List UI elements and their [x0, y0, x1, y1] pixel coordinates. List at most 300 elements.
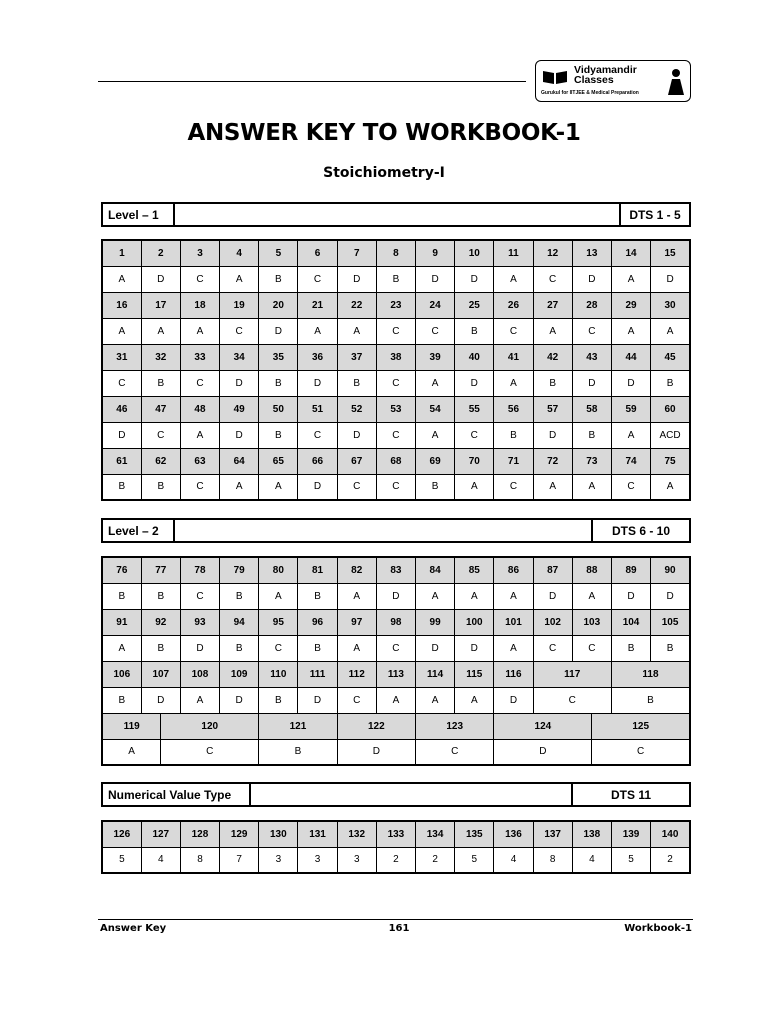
answer-row	[102, 583, 690, 609]
answer-cell: A	[494, 266, 533, 292]
answer-cell: A	[259, 474, 298, 500]
question-number-cell: 77	[141, 557, 180, 583]
question-number-cell: 111	[298, 661, 337, 687]
footer-right: Workbook-1	[624, 923, 692, 934]
answer-cell: A	[102, 266, 141, 292]
answer-cell: D	[376, 583, 415, 609]
answer-cell: B	[651, 635, 690, 661]
question-number-cell: 13	[572, 240, 611, 266]
answer-cell: 7	[220, 847, 259, 873]
question-number-cell: 15	[651, 240, 690, 266]
answer-cell: 8	[180, 847, 219, 873]
question-number-cell: 55	[455, 396, 494, 422]
question-number-cell: 136	[494, 821, 533, 847]
answer-cell: D	[102, 422, 141, 448]
question-number-cell: 35	[259, 344, 298, 370]
question-number-cell: 128	[180, 821, 219, 847]
answer-cell: A	[533, 318, 572, 344]
question-number-cell: 45	[651, 344, 690, 370]
question-number-cell: 11	[494, 240, 533, 266]
answer-cell: A	[533, 474, 572, 500]
question-number-cell: 26	[494, 292, 533, 318]
question-number-cell: 118	[611, 661, 690, 687]
question-number-cell: 46	[102, 396, 141, 422]
answer-cell: 4	[494, 847, 533, 873]
answer-cell: B	[259, 422, 298, 448]
question-number-cell: 78	[180, 557, 219, 583]
answer-cell: C	[180, 474, 219, 500]
question-number-cell: 16	[102, 292, 141, 318]
question-number-cell: 66	[298, 448, 337, 474]
answer-cell: A	[494, 370, 533, 396]
question-number-cell: 134	[416, 821, 455, 847]
question-number-cell: 73	[572, 448, 611, 474]
question-number-cell: 12	[533, 240, 572, 266]
answer-cell: C	[533, 635, 572, 661]
numerical-dts: DTS 11	[571, 784, 689, 805]
answer-cell: B	[259, 266, 298, 292]
question-number-cell: 92	[141, 609, 180, 635]
question-number-cell: 7	[337, 240, 376, 266]
answer-cell: B	[611, 635, 650, 661]
answer-cell: D	[455, 370, 494, 396]
answer-cell: C	[220, 318, 259, 344]
question-number-cell: 41	[494, 344, 533, 370]
question-number-cell: 127	[141, 821, 180, 847]
footer-left: Answer Key	[100, 923, 167, 934]
question-number-cell: 39	[416, 344, 455, 370]
answer-cell: C	[572, 635, 611, 661]
answer-cell: 2	[651, 847, 690, 873]
question-number-row	[102, 396, 690, 422]
answer-cell: A	[416, 687, 455, 713]
answer-cell: C	[494, 318, 533, 344]
level1-answer-table	[101, 239, 691, 501]
answer-cell: A	[611, 266, 650, 292]
question-number-cell: 88	[572, 557, 611, 583]
question-number-cell: 27	[533, 292, 572, 318]
answer-cell: A	[102, 739, 161, 765]
level1-header	[101, 202, 691, 227]
question-number-row	[102, 240, 690, 266]
answer-cell: B	[494, 422, 533, 448]
question-number-cell: 25	[455, 292, 494, 318]
question-number-cell: 68	[376, 448, 415, 474]
footer-rule	[98, 919, 693, 920]
question-number-cell: 98	[376, 609, 415, 635]
question-number-cell: 49	[220, 396, 259, 422]
numerical-header	[101, 782, 691, 807]
answer-cell: C	[376, 474, 415, 500]
answer-cell: 2	[416, 847, 455, 873]
answer-cell: D	[180, 635, 219, 661]
answer-cell: A	[455, 583, 494, 609]
question-number-cell: 133	[376, 821, 415, 847]
answer-cell: A	[651, 318, 690, 344]
question-number-cell: 20	[259, 292, 298, 318]
answer-cell: 5	[102, 847, 141, 873]
answer-row	[102, 422, 690, 448]
level2-dts: DTS 6 - 10	[591, 520, 689, 541]
question-number-cell: 38	[376, 344, 415, 370]
question-number-row	[102, 557, 690, 583]
answer-cell: 2	[376, 847, 415, 873]
answer-cell: B	[141, 370, 180, 396]
answer-cell: A	[611, 422, 650, 448]
question-number-row	[102, 292, 690, 318]
answer-cell: 5	[611, 847, 650, 873]
question-number-cell: 65	[259, 448, 298, 474]
answer-cell: C	[533, 266, 572, 292]
question-number-cell: 61	[102, 448, 141, 474]
question-number-cell: 132	[337, 821, 376, 847]
question-number-row	[102, 821, 690, 847]
question-number-cell: 99	[416, 609, 455, 635]
answer-row	[102, 635, 690, 661]
question-number-cell: 108	[180, 661, 219, 687]
question-number-cell: 130	[259, 821, 298, 847]
answer-cell: C	[376, 370, 415, 396]
answer-cell: D	[494, 687, 533, 713]
answer-cell: A	[180, 687, 219, 713]
answer-cell: A	[455, 474, 494, 500]
answer-cell: B	[259, 687, 298, 713]
answer-cell: D	[337, 422, 376, 448]
question-number-cell: 51	[298, 396, 337, 422]
page-subtitle: Stoichiometry-I	[323, 165, 445, 181]
answer-cell: C	[592, 739, 690, 765]
question-number-cell: 14	[611, 240, 650, 266]
answer-cell: D	[298, 370, 337, 396]
question-number-cell: 42	[533, 344, 572, 370]
answer-cell: B	[141, 474, 180, 500]
answer-cell: A	[651, 474, 690, 500]
question-number-cell: 36	[298, 344, 337, 370]
question-number-cell: 119	[102, 713, 161, 739]
answer-cell: D	[651, 266, 690, 292]
question-number-cell: 125	[592, 713, 690, 739]
question-number-cell: 30	[651, 292, 690, 318]
answer-cell: C	[298, 266, 337, 292]
question-number-cell: 121	[259, 713, 337, 739]
question-number-cell: 112	[337, 661, 376, 687]
question-number-cell: 89	[611, 557, 650, 583]
question-number-cell: 116	[494, 661, 533, 687]
question-number-cell: 106	[102, 661, 141, 687]
answer-cell: C	[180, 583, 219, 609]
answer-cell: A	[494, 635, 533, 661]
question-number-cell: 24	[416, 292, 455, 318]
answer-cell: B	[102, 687, 141, 713]
question-number-cell: 105	[651, 609, 690, 635]
question-number-cell: 115	[455, 661, 494, 687]
answer-cell: A	[572, 583, 611, 609]
answer-cell: C	[180, 370, 219, 396]
answer-cell: A	[102, 635, 141, 661]
numerical-label: Numerical Value Type	[103, 784, 251, 805]
question-number-cell: 80	[259, 557, 298, 583]
answer-row	[102, 318, 690, 344]
question-number-cell: 23	[376, 292, 415, 318]
question-number-cell: 101	[494, 609, 533, 635]
question-number-cell: 1	[102, 240, 141, 266]
question-number-cell: 69	[416, 448, 455, 474]
answer-cell: C	[298, 422, 337, 448]
question-number-cell: 6	[298, 240, 337, 266]
answer-cell: D	[259, 318, 298, 344]
answer-cell: A	[416, 370, 455, 396]
answer-cell: D	[298, 687, 337, 713]
question-number-cell: 31	[102, 344, 141, 370]
answer-cell: A	[572, 474, 611, 500]
question-number-cell: 123	[416, 713, 494, 739]
answer-cell: D	[220, 687, 259, 713]
question-number-cell: 62	[141, 448, 180, 474]
question-number-cell: 138	[572, 821, 611, 847]
answer-cell: C	[416, 739, 494, 765]
question-number-cell: 64	[220, 448, 259, 474]
question-number-cell: 120	[161, 713, 259, 739]
answer-cell: D	[651, 583, 690, 609]
answer-cell: D	[141, 266, 180, 292]
footer-page-number: 161	[388, 923, 410, 934]
answer-cell: 3	[298, 847, 337, 873]
answer-cell: C	[376, 635, 415, 661]
answer-cell: B	[337, 370, 376, 396]
answer-cell: A	[416, 422, 455, 448]
answer-cell: B	[651, 370, 690, 396]
level1-dts: DTS 1 - 5	[619, 204, 689, 225]
answer-cell: B	[572, 422, 611, 448]
question-number-cell: 34	[220, 344, 259, 370]
question-number-cell: 117	[533, 661, 611, 687]
question-number-cell: 50	[259, 396, 298, 422]
answer-cell: C	[611, 474, 650, 500]
question-number-cell: 43	[572, 344, 611, 370]
question-number-cell: 54	[416, 396, 455, 422]
answer-cell: D	[494, 739, 592, 765]
question-number-cell: 83	[376, 557, 415, 583]
answer-cell: C	[416, 318, 455, 344]
question-number-cell: 84	[416, 557, 455, 583]
reader-figure-icon	[664, 67, 686, 97]
question-number-cell: 75	[651, 448, 690, 474]
answer-cell: A	[337, 583, 376, 609]
answer-cell: C	[494, 474, 533, 500]
answer-cell: A	[611, 318, 650, 344]
level2-label: Level – 2	[103, 520, 175, 541]
question-number-cell: 17	[141, 292, 180, 318]
question-number-cell: 140	[651, 821, 690, 847]
question-number-row	[102, 609, 690, 635]
answer-cell: B	[102, 583, 141, 609]
level2-header	[101, 518, 691, 543]
question-number-cell: 44	[611, 344, 650, 370]
answer-row	[102, 739, 690, 765]
answer-cell: B	[416, 474, 455, 500]
question-number-cell: 19	[220, 292, 259, 318]
answer-cell: C	[180, 266, 219, 292]
question-number-cell: 29	[611, 292, 650, 318]
answer-cell: 4	[141, 847, 180, 873]
answer-cell: ACD	[651, 422, 690, 448]
answer-cell: 3	[259, 847, 298, 873]
question-number-cell: 87	[533, 557, 572, 583]
question-number-cell: 129	[220, 821, 259, 847]
answer-cell: C	[337, 687, 376, 713]
answer-cell: A	[455, 687, 494, 713]
question-number-cell: 52	[337, 396, 376, 422]
question-number-cell: 10	[455, 240, 494, 266]
question-number-cell: 137	[533, 821, 572, 847]
answer-cell: C	[376, 422, 415, 448]
answer-row	[102, 370, 690, 396]
answer-cell: A	[298, 318, 337, 344]
answer-cell: C	[259, 635, 298, 661]
question-number-cell: 79	[220, 557, 259, 583]
answer-cell: A	[337, 318, 376, 344]
answer-cell: A	[141, 318, 180, 344]
answer-cell: B	[455, 318, 494, 344]
answer-cell: C	[337, 474, 376, 500]
question-number-row	[102, 713, 690, 739]
question-number-cell: 114	[416, 661, 455, 687]
question-number-cell: 90	[651, 557, 690, 583]
question-number-cell: 139	[611, 821, 650, 847]
answer-cell: D	[337, 739, 415, 765]
question-number-cell: 67	[337, 448, 376, 474]
answer-cell: B	[259, 739, 337, 765]
answer-cell: B	[298, 583, 337, 609]
question-number-cell: 124	[494, 713, 592, 739]
question-number-cell: 4	[220, 240, 259, 266]
answer-cell: B	[298, 635, 337, 661]
answer-cell: B	[220, 583, 259, 609]
question-number-cell: 58	[572, 396, 611, 422]
question-number-cell: 110	[259, 661, 298, 687]
answer-cell: B	[533, 370, 572, 396]
answer-cell: A	[220, 474, 259, 500]
question-number-cell: 48	[180, 396, 219, 422]
question-number-cell: 81	[298, 557, 337, 583]
answer-cell: D	[572, 370, 611, 396]
answer-row	[102, 847, 690, 873]
question-number-cell: 97	[337, 609, 376, 635]
answer-cell: D	[220, 370, 259, 396]
answer-cell: A	[494, 583, 533, 609]
question-number-cell: 60	[651, 396, 690, 422]
question-number-cell: 47	[141, 396, 180, 422]
answer-cell: D	[298, 474, 337, 500]
page-title: ANSWER KEY TO WORKBOOK-1	[187, 120, 581, 146]
answer-cell: B	[376, 266, 415, 292]
question-number-cell: 3	[180, 240, 219, 266]
answer-cell: B	[611, 687, 690, 713]
question-number-cell: 9	[416, 240, 455, 266]
question-number-cell: 109	[220, 661, 259, 687]
question-number-cell: 82	[337, 557, 376, 583]
question-number-cell: 107	[141, 661, 180, 687]
question-number-cell: 5	[259, 240, 298, 266]
answer-cell: D	[533, 422, 572, 448]
question-number-cell: 32	[141, 344, 180, 370]
question-number-cell: 22	[337, 292, 376, 318]
answer-cell: A	[337, 635, 376, 661]
vidyamandir-logo	[535, 60, 691, 102]
level2-answer-table	[101, 556, 691, 766]
answer-cell: B	[259, 370, 298, 396]
question-number-cell: 21	[298, 292, 337, 318]
answer-cell: B	[141, 583, 180, 609]
answer-cell: A	[376, 687, 415, 713]
header-rule	[98, 81, 526, 82]
answer-cell: D	[611, 583, 650, 609]
question-number-cell: 2	[141, 240, 180, 266]
answer-cell: D	[572, 266, 611, 292]
question-number-cell: 135	[455, 821, 494, 847]
question-number-cell: 113	[376, 661, 415, 687]
answer-cell: B	[102, 474, 141, 500]
answer-cell: A	[220, 266, 259, 292]
question-number-row	[102, 344, 690, 370]
answer-cell: D	[611, 370, 650, 396]
question-number-cell: 122	[337, 713, 415, 739]
question-number-cell: 56	[494, 396, 533, 422]
answer-cell: D	[220, 422, 259, 448]
question-number-cell: 71	[494, 448, 533, 474]
answer-cell: D	[337, 266, 376, 292]
question-number-cell: 126	[102, 821, 141, 847]
question-number-cell: 53	[376, 396, 415, 422]
level1-label: Level – 1	[103, 204, 175, 225]
answer-cell: A	[259, 583, 298, 609]
answer-cell: B	[141, 635, 180, 661]
answer-cell: 4	[572, 847, 611, 873]
question-number-row	[102, 448, 690, 474]
question-number-cell: 74	[611, 448, 650, 474]
question-number-cell: 86	[494, 557, 533, 583]
question-number-cell: 59	[611, 396, 650, 422]
numerical-answer-table	[101, 820, 691, 874]
question-number-cell: 100	[455, 609, 494, 635]
question-number-cell: 96	[298, 609, 337, 635]
answer-cell: A	[102, 318, 141, 344]
logo-name: Vidyamandir Classes	[574, 64, 637, 86]
answer-cell: D	[455, 266, 494, 292]
question-number-cell: 85	[455, 557, 494, 583]
answer-cell: C	[533, 687, 611, 713]
question-number-cell: 76	[102, 557, 141, 583]
answer-cell: B	[220, 635, 259, 661]
answer-cell: C	[376, 318, 415, 344]
answer-cell: D	[416, 266, 455, 292]
answer-cell: 3	[337, 847, 376, 873]
logo-tagline: Gurukul for IITJEE & Medical Preparation	[541, 90, 639, 96]
question-number-cell: 37	[337, 344, 376, 370]
answer-cell: D	[141, 687, 180, 713]
question-number-cell: 70	[455, 448, 494, 474]
question-number-cell: 72	[533, 448, 572, 474]
question-number-cell: 102	[533, 609, 572, 635]
question-number-cell: 94	[220, 609, 259, 635]
question-number-cell: 40	[455, 344, 494, 370]
question-number-cell: 93	[180, 609, 219, 635]
answer-cell: A	[180, 318, 219, 344]
answer-row	[102, 687, 690, 713]
answer-cell: C	[572, 318, 611, 344]
question-number-cell: 131	[298, 821, 337, 847]
answer-cell: 8	[533, 847, 572, 873]
